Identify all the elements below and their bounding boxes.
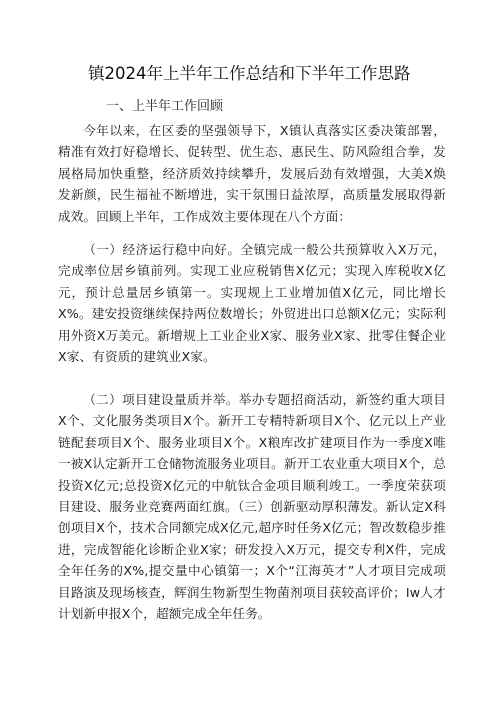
paragraph-intro: 今年以来，在区委的坚强领导下，X镇认真落实区委决策部署，精准有效打好稳增长、促转型、优生态、惠民生、防风险组合拳，发展格局加快重整，经济质效持续攀升，发展后劲有效增强，大美X焕发新颜，民生福祉不断增进，实干氛围日益浓厚，高质量发展取得新成效。回顾上半年，工作成效主要体现在八个方面： <box>58 123 446 224</box>
section-heading: 一、上半年工作回顾 <box>106 99 224 114</box>
paragraph-economy: （一）经济运行稳中向好。全镇完成一般公共预算收入X万元，完成率位居乡镇前列。实现工业应税销售X亿元；实现入库税收X亿元，预计总量居乡镇第一。实现规上工业增加值X亿元，同比增长X%。建安投资继续保持两位数增长；外贸进出口总额X亿元；实际利用外资X万美元。新增规上工业企业X家、服务业X家、批零住餐企业X家、有资质的建筑业X家。 <box>58 242 446 365</box>
document-title: 镇2024年上半年工作总结和下半年工作思路 <box>88 64 411 83</box>
paragraph-projects: （二）项目建设量质并举。举办专题招商活动，新签约重大项目X个、文化服务类项目X个。新开工专精特新项目X个、亿元以上产业链配套项目X个、服务业项目X个。X粮库改扩建项目作为一季度X唯一被X认定新开工仓储物流服务业项目。新开工农业重大项目X个，总投资X亿元;总投资X亿元的中航钛合金项目顺利竣工。一季度荣获项目建设、服务业竞赛两面红旗。（三）创新驱动厚积薄发。新认定X科创项目X个，技术合同额完成X亿元,超序时任务X亿元；智改数稳步推进，完成智能化诊断企业X家；研发投入X万元，提交专利X件，完成全年任务的X%,提交量中心镇第一；X个“江海英才”人才项目完成项目路演及现场核查，辉润生物新型生物菌剂项目获较高评价；Iw人才计划新申报X个，超额完成全年任务。 <box>58 392 446 622</box>
